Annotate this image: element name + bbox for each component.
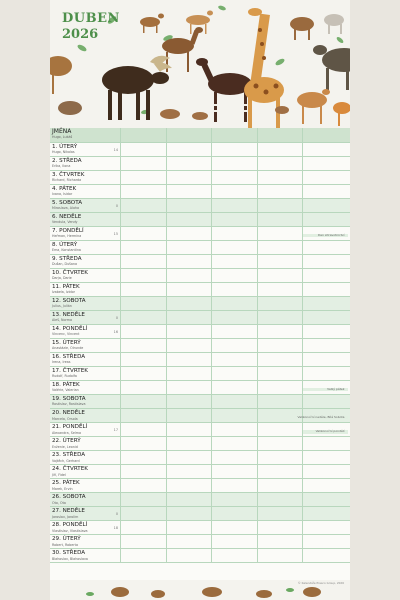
entry-cell[interactable] xyxy=(211,395,257,408)
entry-cell[interactable] xyxy=(120,493,166,506)
day-cell xyxy=(50,479,120,492)
header-sub: Hugo, Lukáš xyxy=(52,135,73,140)
day-label: 9. STŘEDA xyxy=(52,256,82,263)
day-row xyxy=(50,409,350,423)
animal-illustration-banner xyxy=(50,0,350,128)
day-cell xyxy=(50,521,120,534)
entry-cell[interactable] xyxy=(211,269,257,282)
name-days: Dušan, Dušana xyxy=(52,262,78,267)
entry-cell[interactable] xyxy=(166,493,212,506)
day-cell xyxy=(50,325,120,338)
entry-cell[interactable] xyxy=(211,367,257,380)
name-days: Vlastislav, Vlastislava xyxy=(52,528,88,533)
entry-cell[interactable] xyxy=(302,185,348,198)
entry-cell[interactable] xyxy=(257,339,303,352)
day-cell xyxy=(50,549,120,562)
person-column-5[interactable] xyxy=(302,128,348,142)
day-row xyxy=(50,521,350,535)
entry-cell[interactable] xyxy=(166,381,212,394)
entry-cell[interactable] xyxy=(211,381,257,394)
day-cell xyxy=(50,199,120,212)
day-row xyxy=(50,325,350,339)
entry-cell[interactable] xyxy=(257,381,303,394)
day-label: 27. NEDĚLE xyxy=(52,508,85,515)
entry-cell[interactable] xyxy=(166,367,212,380)
entry-cell[interactable] xyxy=(166,549,212,562)
name-days: Miroslava, Aloha xyxy=(52,206,80,211)
entry-cell[interactable] xyxy=(120,465,166,478)
day-row xyxy=(50,143,350,157)
entry-cell[interactable] xyxy=(166,199,212,212)
day-row xyxy=(50,269,350,283)
day-row xyxy=(50,353,350,367)
entry-cell[interactable] xyxy=(302,493,348,506)
day-cell xyxy=(50,157,120,170)
entry-cell[interactable] xyxy=(120,353,166,366)
entry-cell[interactable] xyxy=(257,437,303,450)
entry-cell[interactable] xyxy=(166,353,212,366)
entry-cell[interactable] xyxy=(257,241,303,254)
entry-cell[interactable] xyxy=(302,465,348,478)
name-days: Valérie, Valerian xyxy=(52,388,79,393)
name-days: Vincenc, Vincent xyxy=(52,332,80,337)
entry-cell[interactable] xyxy=(302,353,348,366)
day-row xyxy=(50,185,350,199)
day-label: 22. ÚTERÝ xyxy=(52,438,81,445)
day-label: 12. SOBOTA xyxy=(52,298,86,305)
entry-cell[interactable] xyxy=(166,227,212,240)
entry-cell[interactable] xyxy=(257,157,303,170)
entry-cell[interactable] xyxy=(211,549,257,562)
name-days: Erika, Ilona xyxy=(52,164,71,169)
entry-cell[interactable] xyxy=(257,535,303,548)
entry-cell[interactable] xyxy=(211,535,257,548)
name-days: Vendula, Vendy xyxy=(52,220,78,225)
entry-cell[interactable] xyxy=(166,465,212,478)
day-row xyxy=(50,535,350,549)
entry-cell[interactable] xyxy=(302,283,348,296)
entry-cell[interactable] xyxy=(211,325,257,338)
entry-cell[interactable] xyxy=(302,395,348,408)
entry-cell[interactable] xyxy=(257,395,303,408)
entry-cell[interactable] xyxy=(211,465,257,478)
entry-cell[interactable] xyxy=(211,339,257,352)
entry-cell[interactable] xyxy=(302,381,348,394)
entry-cell[interactable] xyxy=(166,311,212,324)
entry-cell[interactable] xyxy=(211,423,257,436)
entry-cell[interactable] xyxy=(257,409,303,422)
entry-cell[interactable] xyxy=(120,311,166,324)
entry-cell[interactable] xyxy=(302,521,348,534)
name-days: Aleš, Norma xyxy=(52,318,73,323)
day-cell xyxy=(50,395,120,408)
holiday-note: Velikonoční pondělí xyxy=(315,428,345,433)
entry-cell[interactable] xyxy=(302,423,348,436)
day-label: 21. PONDĚLÍ xyxy=(52,424,88,431)
entry-cell[interactable] xyxy=(166,479,212,492)
entry-cell[interactable] xyxy=(302,479,348,492)
day-row xyxy=(50,437,350,451)
day-label: 17. ČTVRTEK xyxy=(52,368,88,375)
entry-cell[interactable] xyxy=(257,451,303,464)
day-cell xyxy=(50,185,120,198)
entry-cell[interactable] xyxy=(257,549,303,562)
person-column-1[interactable] xyxy=(120,128,166,142)
name-days: Oto, Ota xyxy=(52,500,66,505)
day-cell xyxy=(50,381,120,394)
day-label: 16. STŘEDA xyxy=(52,354,86,361)
entry-cell[interactable] xyxy=(302,269,348,282)
entry-cell[interactable] xyxy=(302,549,348,562)
entry-cell[interactable] xyxy=(302,171,348,184)
entry-cell[interactable] xyxy=(257,311,303,324)
name-days: Heřman, Hermína xyxy=(52,234,82,239)
day-label: 28. PONDĚLÍ xyxy=(52,522,88,529)
entry-cell[interactable] xyxy=(257,143,303,156)
entry-cell[interactable] xyxy=(302,227,348,240)
day-cell xyxy=(50,451,120,464)
entry-cell[interactable] xyxy=(257,423,303,436)
entry-cell[interactable] xyxy=(120,381,166,394)
week-number: 0 xyxy=(115,316,118,321)
day-row xyxy=(50,451,350,465)
day-cell xyxy=(50,437,120,450)
day-label: 2. STŘEDA xyxy=(52,158,82,165)
day-cell xyxy=(50,213,120,226)
entry-cell[interactable] xyxy=(257,521,303,534)
day-cell xyxy=(50,339,120,352)
entry-cell[interactable] xyxy=(166,171,212,184)
day-row xyxy=(50,283,350,297)
entry-cell[interactable] xyxy=(120,241,166,254)
credit: © Kalendáře Presco Group, 2026 xyxy=(297,581,344,585)
entry-cell[interactable] xyxy=(120,423,166,436)
entry-cell[interactable] xyxy=(211,493,257,506)
day-cell xyxy=(50,143,120,156)
entry-cell[interactable] xyxy=(211,227,257,240)
name-days: Rostislav, Rostislava xyxy=(52,402,86,407)
day-row xyxy=(50,507,350,521)
name-days: Alexandra, Selma xyxy=(52,430,82,435)
name-days: Ivana, Isidor xyxy=(52,192,73,197)
entry-cell[interactable] xyxy=(120,451,166,464)
entry-cell[interactable] xyxy=(120,157,166,170)
entry-cell[interactable] xyxy=(211,171,257,184)
entry-cell[interactable] xyxy=(211,283,257,296)
name-days: Marcela, Orsola xyxy=(52,416,78,421)
entry-cell[interactable] xyxy=(166,395,212,408)
holiday-note: Den zdravotnictví xyxy=(317,232,345,237)
entry-cell[interactable] xyxy=(120,437,166,450)
entry-cell[interactable] xyxy=(302,255,348,268)
day-cell xyxy=(50,269,120,282)
entry-cell[interactable] xyxy=(211,409,257,422)
name-days: Darja, Darie xyxy=(52,276,72,281)
day-row xyxy=(50,493,350,507)
entry-cell[interactable] xyxy=(166,451,212,464)
entry-cell[interactable] xyxy=(302,437,348,450)
person-column-3[interactable] xyxy=(211,128,257,142)
entry-cell[interactable] xyxy=(166,325,212,338)
name-days: Julius, Julián xyxy=(52,304,72,309)
week-number: 18 xyxy=(113,526,118,531)
day-row xyxy=(50,171,350,185)
day-row xyxy=(50,227,350,241)
day-row xyxy=(50,479,350,493)
day-cell xyxy=(50,171,120,184)
day-label: 7. PONDĚLÍ xyxy=(52,228,84,235)
day-cell xyxy=(50,353,120,366)
entry-cell[interactable] xyxy=(166,213,212,226)
day-row xyxy=(50,297,350,311)
entry-cell[interactable] xyxy=(120,409,166,422)
entry-cell[interactable] xyxy=(211,297,257,310)
week-number: 17 xyxy=(113,428,118,433)
entry-cell[interactable] xyxy=(211,353,257,366)
entry-cell[interactable] xyxy=(120,171,166,184)
entry-cell[interactable] xyxy=(302,241,348,254)
day-row xyxy=(50,367,350,381)
name-days: Blahoslav, Blahoslava xyxy=(52,556,88,561)
day-label: 10. ČTVRTEK xyxy=(52,270,88,277)
entry-cell[interactable] xyxy=(166,269,212,282)
entry-cell[interactable] xyxy=(257,227,303,240)
week-number: 0 xyxy=(115,204,118,209)
header-label: JMÉNA xyxy=(52,128,72,135)
entry-cell[interactable] xyxy=(302,213,348,226)
day-label: 15. ÚTERÝ xyxy=(52,340,81,347)
day-label: 29. ÚTERÝ xyxy=(52,536,81,543)
entry-cell[interactable] xyxy=(302,535,348,548)
entry-cell[interactable] xyxy=(120,521,166,534)
entry-cell[interactable] xyxy=(166,241,212,254)
entry-cell[interactable] xyxy=(120,185,166,198)
name-days: Rudolf, Rudolfa xyxy=(52,374,77,379)
day-label: 5. SOBOTA xyxy=(52,200,83,207)
entry-cell[interactable] xyxy=(211,521,257,534)
week-number: 14 xyxy=(113,148,118,152)
name-days: Anastázie, Olrunde xyxy=(52,346,84,351)
entry-cell[interactable] xyxy=(166,521,212,534)
day-label: 23. STŘEDA xyxy=(52,452,86,459)
day-cell xyxy=(50,493,120,506)
entry-cell[interactable] xyxy=(166,297,212,310)
day-cell xyxy=(50,465,120,478)
entry-cell[interactable] xyxy=(257,507,303,520)
entry-cell[interactable] xyxy=(257,213,303,226)
entry-cell[interactable] xyxy=(120,297,166,310)
entry-cell[interactable] xyxy=(211,213,257,226)
entry-cell[interactable] xyxy=(302,199,348,212)
name-days: Richard, Richarda xyxy=(52,178,82,183)
entry-cell[interactable] xyxy=(166,507,212,520)
day-row xyxy=(50,339,350,353)
month-title xyxy=(62,12,120,41)
day-label: 6. NEDĚLE xyxy=(52,214,82,221)
name-days: Irena, Ireas xyxy=(52,360,71,365)
entry-cell[interactable] xyxy=(120,143,166,156)
day-cell xyxy=(50,535,120,548)
entry-cell[interactable] xyxy=(257,493,303,506)
entry-cell[interactable] xyxy=(211,241,257,254)
year: 2026 xyxy=(62,27,99,42)
entry-cell[interactable] xyxy=(257,479,303,492)
entry-cell[interactable] xyxy=(211,157,257,170)
entry-cell[interactable] xyxy=(211,507,257,520)
entry-cell[interactable] xyxy=(120,367,166,380)
day-cell xyxy=(50,311,120,324)
day-cell xyxy=(50,409,120,422)
entry-cell[interactable] xyxy=(120,507,166,520)
day-label: 25. PÁTEK xyxy=(52,480,80,487)
entry-cell[interactable] xyxy=(257,255,303,268)
day-cell xyxy=(50,297,120,310)
name-days: Jiří, Fidel xyxy=(52,472,66,477)
day-cell xyxy=(50,367,120,380)
entry-cell[interactable] xyxy=(166,157,212,170)
entry-cell[interactable] xyxy=(302,451,348,464)
entry-cell[interactable] xyxy=(120,255,166,268)
name-days: Ema, Konstantina xyxy=(52,248,81,253)
entry-cell[interactable] xyxy=(257,171,303,184)
entry-cell[interactable] xyxy=(257,199,303,212)
week-number: 15 xyxy=(113,232,118,237)
entry-cell[interactable] xyxy=(211,451,257,464)
name-days: Robert, Roberta xyxy=(52,542,78,547)
entry-cell[interactable] xyxy=(166,143,212,156)
entry-cell[interactable] xyxy=(120,535,166,548)
day-label: 20. NEDĚLE xyxy=(52,410,85,417)
entry-cell[interactable] xyxy=(257,269,303,282)
day-label: 24. ČTVRTEK xyxy=(52,466,88,473)
month-name: DUBEN xyxy=(62,11,120,26)
day-label: 4. PÁTEK xyxy=(52,186,77,193)
entry-cell[interactable] xyxy=(302,367,348,380)
entry-cell[interactable] xyxy=(211,199,257,212)
day-row xyxy=(50,381,350,395)
day-label: 11. PÁTEK xyxy=(52,284,80,291)
entry-cell[interactable] xyxy=(166,423,212,436)
entry-cell[interactable] xyxy=(211,143,257,156)
name-days: Hugo, Nikolas xyxy=(52,150,75,155)
grid-header-row xyxy=(50,128,350,143)
day-label: 3. ČTVRTEK xyxy=(52,172,85,179)
entry-cell[interactable] xyxy=(211,255,257,268)
day-row xyxy=(50,241,350,255)
week-number: 0 xyxy=(115,512,118,517)
footer-illustration xyxy=(50,580,350,600)
holiday-note: Velikonoční neděle, Bílá Sobota xyxy=(297,414,345,419)
day-cell xyxy=(50,227,120,240)
entry-cell[interactable] xyxy=(211,479,257,492)
name-days: Evženie, Leonid xyxy=(52,444,78,449)
day-cell xyxy=(50,255,120,268)
entry-cell[interactable] xyxy=(257,465,303,478)
day-row xyxy=(50,213,350,227)
entry-cell[interactable] xyxy=(120,213,166,226)
day-row xyxy=(50,311,350,325)
day-row xyxy=(50,157,350,171)
day-row xyxy=(50,423,350,437)
day-row xyxy=(50,255,350,269)
entry-cell[interactable] xyxy=(302,311,348,324)
week-number: 16 xyxy=(113,330,118,335)
day-row xyxy=(50,395,350,409)
entry-cell[interactable] xyxy=(166,535,212,548)
day-row xyxy=(50,199,350,213)
entry-cell[interactable] xyxy=(257,367,303,380)
entry-cell[interactable] xyxy=(166,283,212,296)
day-row xyxy=(50,465,350,479)
entry-cell[interactable] xyxy=(166,185,212,198)
day-cell xyxy=(50,423,120,436)
day-cell xyxy=(50,241,120,254)
entry-cell[interactable] xyxy=(302,339,348,352)
entry-cell[interactable] xyxy=(302,143,348,156)
name-days: Vojtěch, Gerhard xyxy=(52,458,80,463)
entry-cell[interactable] xyxy=(120,339,166,352)
entry-cell[interactable] xyxy=(302,297,348,310)
day-label: 26. SOBOTA xyxy=(52,494,86,501)
name-days: Jaroslav, Jarolím xyxy=(52,514,79,519)
day-label: 18. PÁTEK xyxy=(52,382,80,389)
day-label: 1. ÚTERÝ xyxy=(52,144,78,150)
person-column-2[interactable] xyxy=(166,128,212,142)
day-cell xyxy=(50,507,120,520)
entry-cell[interactable] xyxy=(297,409,348,422)
day-label: 30. STŘEDA xyxy=(52,550,86,557)
entry-cell[interactable] xyxy=(120,479,166,492)
day-label: 13. NEDĚLE xyxy=(52,312,85,319)
calendar-grid xyxy=(50,128,350,563)
entry-cell[interactable] xyxy=(166,339,212,352)
entry-cell[interactable] xyxy=(166,437,212,450)
entry-cell[interactable] xyxy=(257,325,303,338)
entry-cell[interactable] xyxy=(211,437,257,450)
day-label: 8. ÚTERÝ xyxy=(52,242,78,249)
entry-cell[interactable] xyxy=(257,297,303,310)
name-days: Izabela, Izidor xyxy=(52,290,75,295)
day-cell xyxy=(50,283,120,296)
entry-cell[interactable] xyxy=(120,269,166,282)
day-row xyxy=(50,549,350,563)
entry-cell[interactable] xyxy=(120,283,166,296)
entry-cell[interactable] xyxy=(120,395,166,408)
entry-cell[interactable] xyxy=(120,325,166,338)
entry-cell[interactable] xyxy=(302,507,348,520)
names-column-header xyxy=(50,128,120,142)
entry-cell[interactable] xyxy=(166,255,212,268)
day-label: 19. SOBOTA xyxy=(52,396,86,403)
calendar-page xyxy=(50,0,350,600)
entry-cell[interactable] xyxy=(211,185,257,198)
entry-cell[interactable] xyxy=(302,325,348,338)
entry-cell[interactable] xyxy=(120,549,166,562)
person-column-4[interactable] xyxy=(257,128,303,142)
entry-cell[interactable] xyxy=(302,157,348,170)
name-days: Marek, Ervin xyxy=(52,486,73,491)
entry-cell[interactable] xyxy=(120,199,166,212)
entry-cell[interactable] xyxy=(120,227,166,240)
day-label: 14. PONDĚLÍ xyxy=(52,326,88,333)
entry-cell[interactable] xyxy=(257,353,303,366)
entry-cell[interactable] xyxy=(257,185,303,198)
entry-cell[interactable] xyxy=(257,283,303,296)
holiday-note: Velký pátek xyxy=(327,386,345,391)
entry-cell[interactable] xyxy=(166,409,212,422)
entry-cell[interactable] xyxy=(211,311,257,324)
